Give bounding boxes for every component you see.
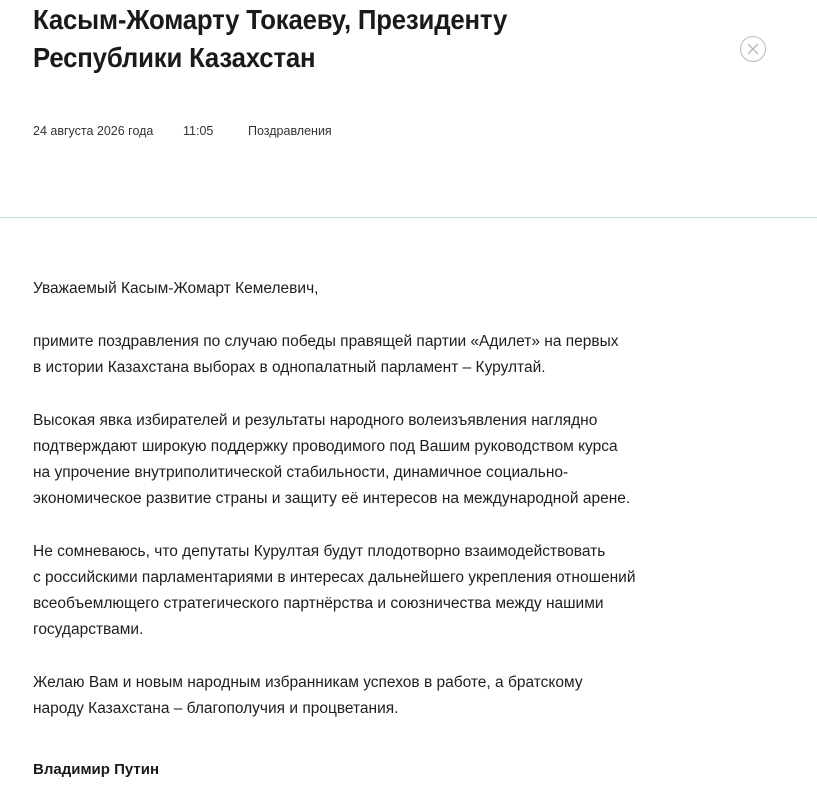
publish-date: 24 августа 2026 года [33, 124, 154, 138]
paragraph-line: Высокая явка избирателей и результаты народного волеизъявления наглядно [33, 412, 598, 429]
article-body [33, 276, 693, 749]
paragraph-line: экономическое развитие страны и защиту её интересов на международной арене. [33, 490, 631, 507]
close-button[interactable] [740, 36, 766, 62]
paragraph-line: государствами. [33, 621, 144, 638]
paragraph-line: подтверждают широкую поддержку проводимого под Вашим руководством курса [33, 438, 618, 455]
paragraph-1 [33, 329, 693, 381]
paragraph-line: в истории Казахстана выборах в однопалатный парламент – Курултай. [33, 359, 546, 376]
signature: Владимир Путин [33, 761, 160, 778]
paragraph-line: всеобъемлющего стратегического партнёрства и союзничества между нашими [33, 595, 604, 612]
paragraph-4 [33, 670, 693, 722]
paragraph-line: Желаю Вам и новым народным избранникам успехов в работе, а братскому [33, 674, 583, 691]
close-icon [741, 37, 765, 61]
paragraph-line: народу Казахстана – благополучия и процветания. [33, 700, 399, 717]
paragraph-line: с российскими парламентариями в интересах дальнейшего укрепления отношений [33, 569, 636, 586]
publish-time: 11:05 [183, 124, 214, 138]
page-title: Касым-Жомарту Токаеву, Президенту Республики Казахстан [33, 4, 508, 73]
greeting-text: Уважаемый Касым-Жомарт Кемелевич, [33, 280, 319, 297]
category-link[interactable]: Поздравления [248, 124, 332, 138]
paragraph-line: примите поздравления по случаю победы правящей партии «Адилет» на первых [33, 333, 619, 350]
paragraph-line: на упрочение внутриполитической стабильности, динамичное социально- [33, 464, 569, 481]
paragraph-line: Не сомневаюсь, что депутаты Курултая будут плодотворно взаимодействовать [33, 543, 606, 560]
paragraph-2 [33, 408, 693, 512]
article-header [0, 0, 817, 218]
paragraph-3 [33, 539, 693, 643]
greeting [33, 276, 693, 302]
